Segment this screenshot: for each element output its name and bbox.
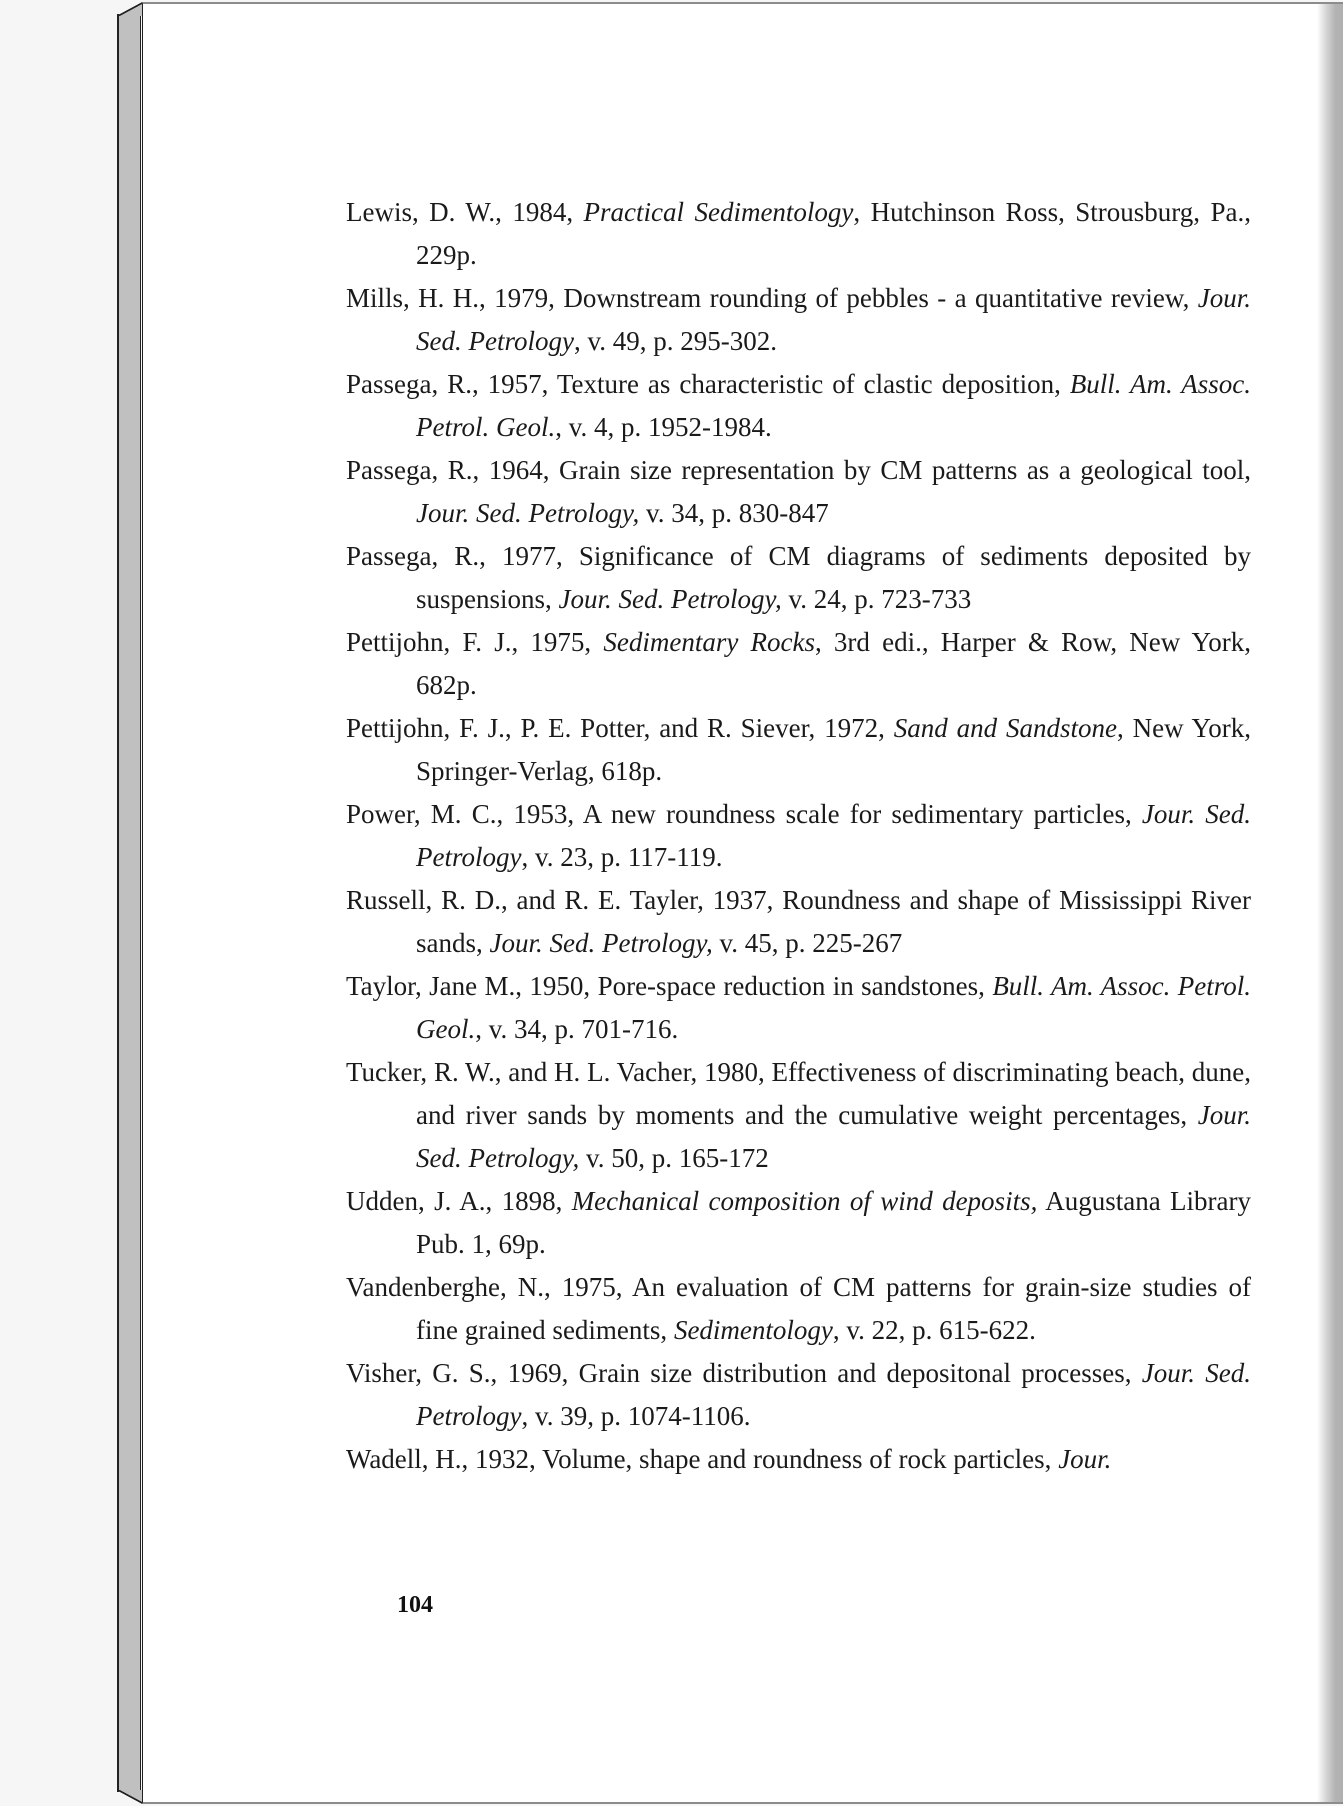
reference-details: , New York, Springer-Verlag, 618p. — [416, 713, 1251, 786]
reference-title: Jour. Sed. Petrology — [416, 1358, 1252, 1431]
reference-details: , v. 49, p. 295-302. — [573, 326, 777, 356]
reference-text: Wadell, H., 1932, Volume, shape and roundness of rock particles, — [346, 1444, 1059, 1474]
reference-list — [346, 191, 1251, 1481]
reference-title: Jour. Sed. Petrology, — [416, 498, 640, 528]
reference-item — [346, 1352, 1251, 1438]
reference-title: Jour. — [1058, 1444, 1112, 1474]
reference-title: Sand and Sandstone — [893, 713, 1117, 743]
reference-title: Mechanical composition of wind deposits, — [571, 1186, 1038, 1216]
reference-item — [346, 1438, 1251, 1481]
reference-details: , Hutchinson Ross, Strousburg, Pa., 229p. — [416, 197, 1251, 270]
page-gutter-shadow — [1317, 4, 1343, 1802]
reference-text: Lewis, D. W., 1984, — [346, 197, 584, 227]
page — [142, 2, 1343, 1804]
reference-item — [346, 1266, 1251, 1352]
reference-details: , 3rd edi., Harper & Row, New York, 682p. — [416, 627, 1252, 700]
reference-title: Sedimentary Rocks — [603, 627, 815, 657]
reference-title: Jour. Sed. Petrology, — [558, 584, 782, 614]
reference-text: Tucker, R. W., and H. L. Vacher, 1980, Effectiveness of discriminating beach, dune, and river sands by moments and the cumulative weight percentages, — [346, 1057, 1251, 1130]
reference-details: , v. 39, p. 1074-1106. — [521, 1401, 751, 1431]
reference-title: Practical Sedimentology — [583, 197, 854, 227]
reference-details: v. 34, p. 830-847 — [639, 498, 829, 528]
reference-title: Jour. Sed. Petrology, — [489, 928, 713, 958]
reference-title: Jour. Sed. Petrology — [416, 799, 1251, 872]
book — [117, 2, 1343, 1804]
reference-text: Pettijohn, F. J., 1975, — [346, 627, 604, 657]
reference-item — [346, 965, 1251, 1051]
reference-details: v. 50, p. 165-172 — [579, 1143, 769, 1173]
reference-item — [346, 1180, 1251, 1266]
reference-details: , v. 4, p. 1952-1984. — [555, 412, 772, 442]
reference-details: , v. 22, p. 615-622. — [832, 1315, 1036, 1345]
reference-item — [346, 1051, 1251, 1180]
reference-text: Udden, J. A., 1898, — [346, 1186, 572, 1216]
reference-details: , v. 34, p. 701-716. — [475, 1014, 679, 1044]
reference-title: Sedimentology — [673, 1315, 833, 1345]
reference-item — [346, 793, 1251, 879]
reference-title: Bull. Am. Assoc. Petrol. Geol. — [416, 971, 1251, 1044]
reference-text: Passega, R., 1964, Grain size representation by CM patterns as a geological tool, — [346, 455, 1251, 485]
reference-item — [346, 449, 1251, 535]
reference-item — [346, 535, 1251, 621]
reference-text: Mills, H. H., 1979, Downstream rounding of pebbles - a quantitative review, — [346, 283, 1198, 313]
reference-item — [346, 707, 1251, 793]
reference-title: Jour. Sed. Petrology, — [416, 1100, 1251, 1173]
reference-text: Russell, R. D., and R. E. Tayler, 1937, Roundness and shape of Mississippi River sands, — [346, 885, 1251, 958]
reference-details: v. 45, p. 225-267 — [712, 928, 903, 958]
reference-text: Vandenberghe, N., 1975, An evaluation of CM patterns for grain-size studies of fine grained sediments, — [346, 1272, 1251, 1345]
book-spine — [117, 14, 141, 1792]
reference-text: Passega, R., 1977, Significance of CM diagrams of sediments deposited by suspensions, — [346, 541, 1251, 614]
reference-item — [346, 879, 1251, 965]
reference-text: Pettijohn, F. J., P. E. Potter, and R. Siever, 1972, — [346, 713, 894, 743]
reference-item — [346, 621, 1251, 707]
reference-title: Jour. Sed. Petrology — [416, 283, 1251, 356]
reference-item — [346, 191, 1251, 277]
reference-item — [346, 277, 1251, 363]
reference-text: Power, M. C., 1953, A new roundness scale for sedimentary particles, — [346, 799, 1142, 829]
spine-bottom-corner — [117, 1790, 143, 1804]
reference-details: , v. 23, p. 117-119. — [521, 842, 723, 872]
reference-text: Visher, G. S., 1969, Grain size distribution and depositonal processes, — [346, 1358, 1142, 1388]
reference-text: Passega, R., 1957, Texture as characteristic of clastic deposition, — [346, 369, 1070, 399]
reference-item — [346, 363, 1251, 449]
reference-text: Taylor, Jane M., 1950, Pore-space reduction in sandstones, — [346, 971, 993, 1001]
page-number: 104 — [397, 1592, 433, 1618]
reference-details: Augustana Library Pub. 1, 69p. — [416, 1186, 1251, 1259]
spine-top-corner — [117, 2, 143, 16]
reference-details: v. 24, p. 723-733 — [781, 584, 972, 614]
reference-title: Bull. Am. Assoc. Petrol. Geol. — [416, 369, 1251, 442]
